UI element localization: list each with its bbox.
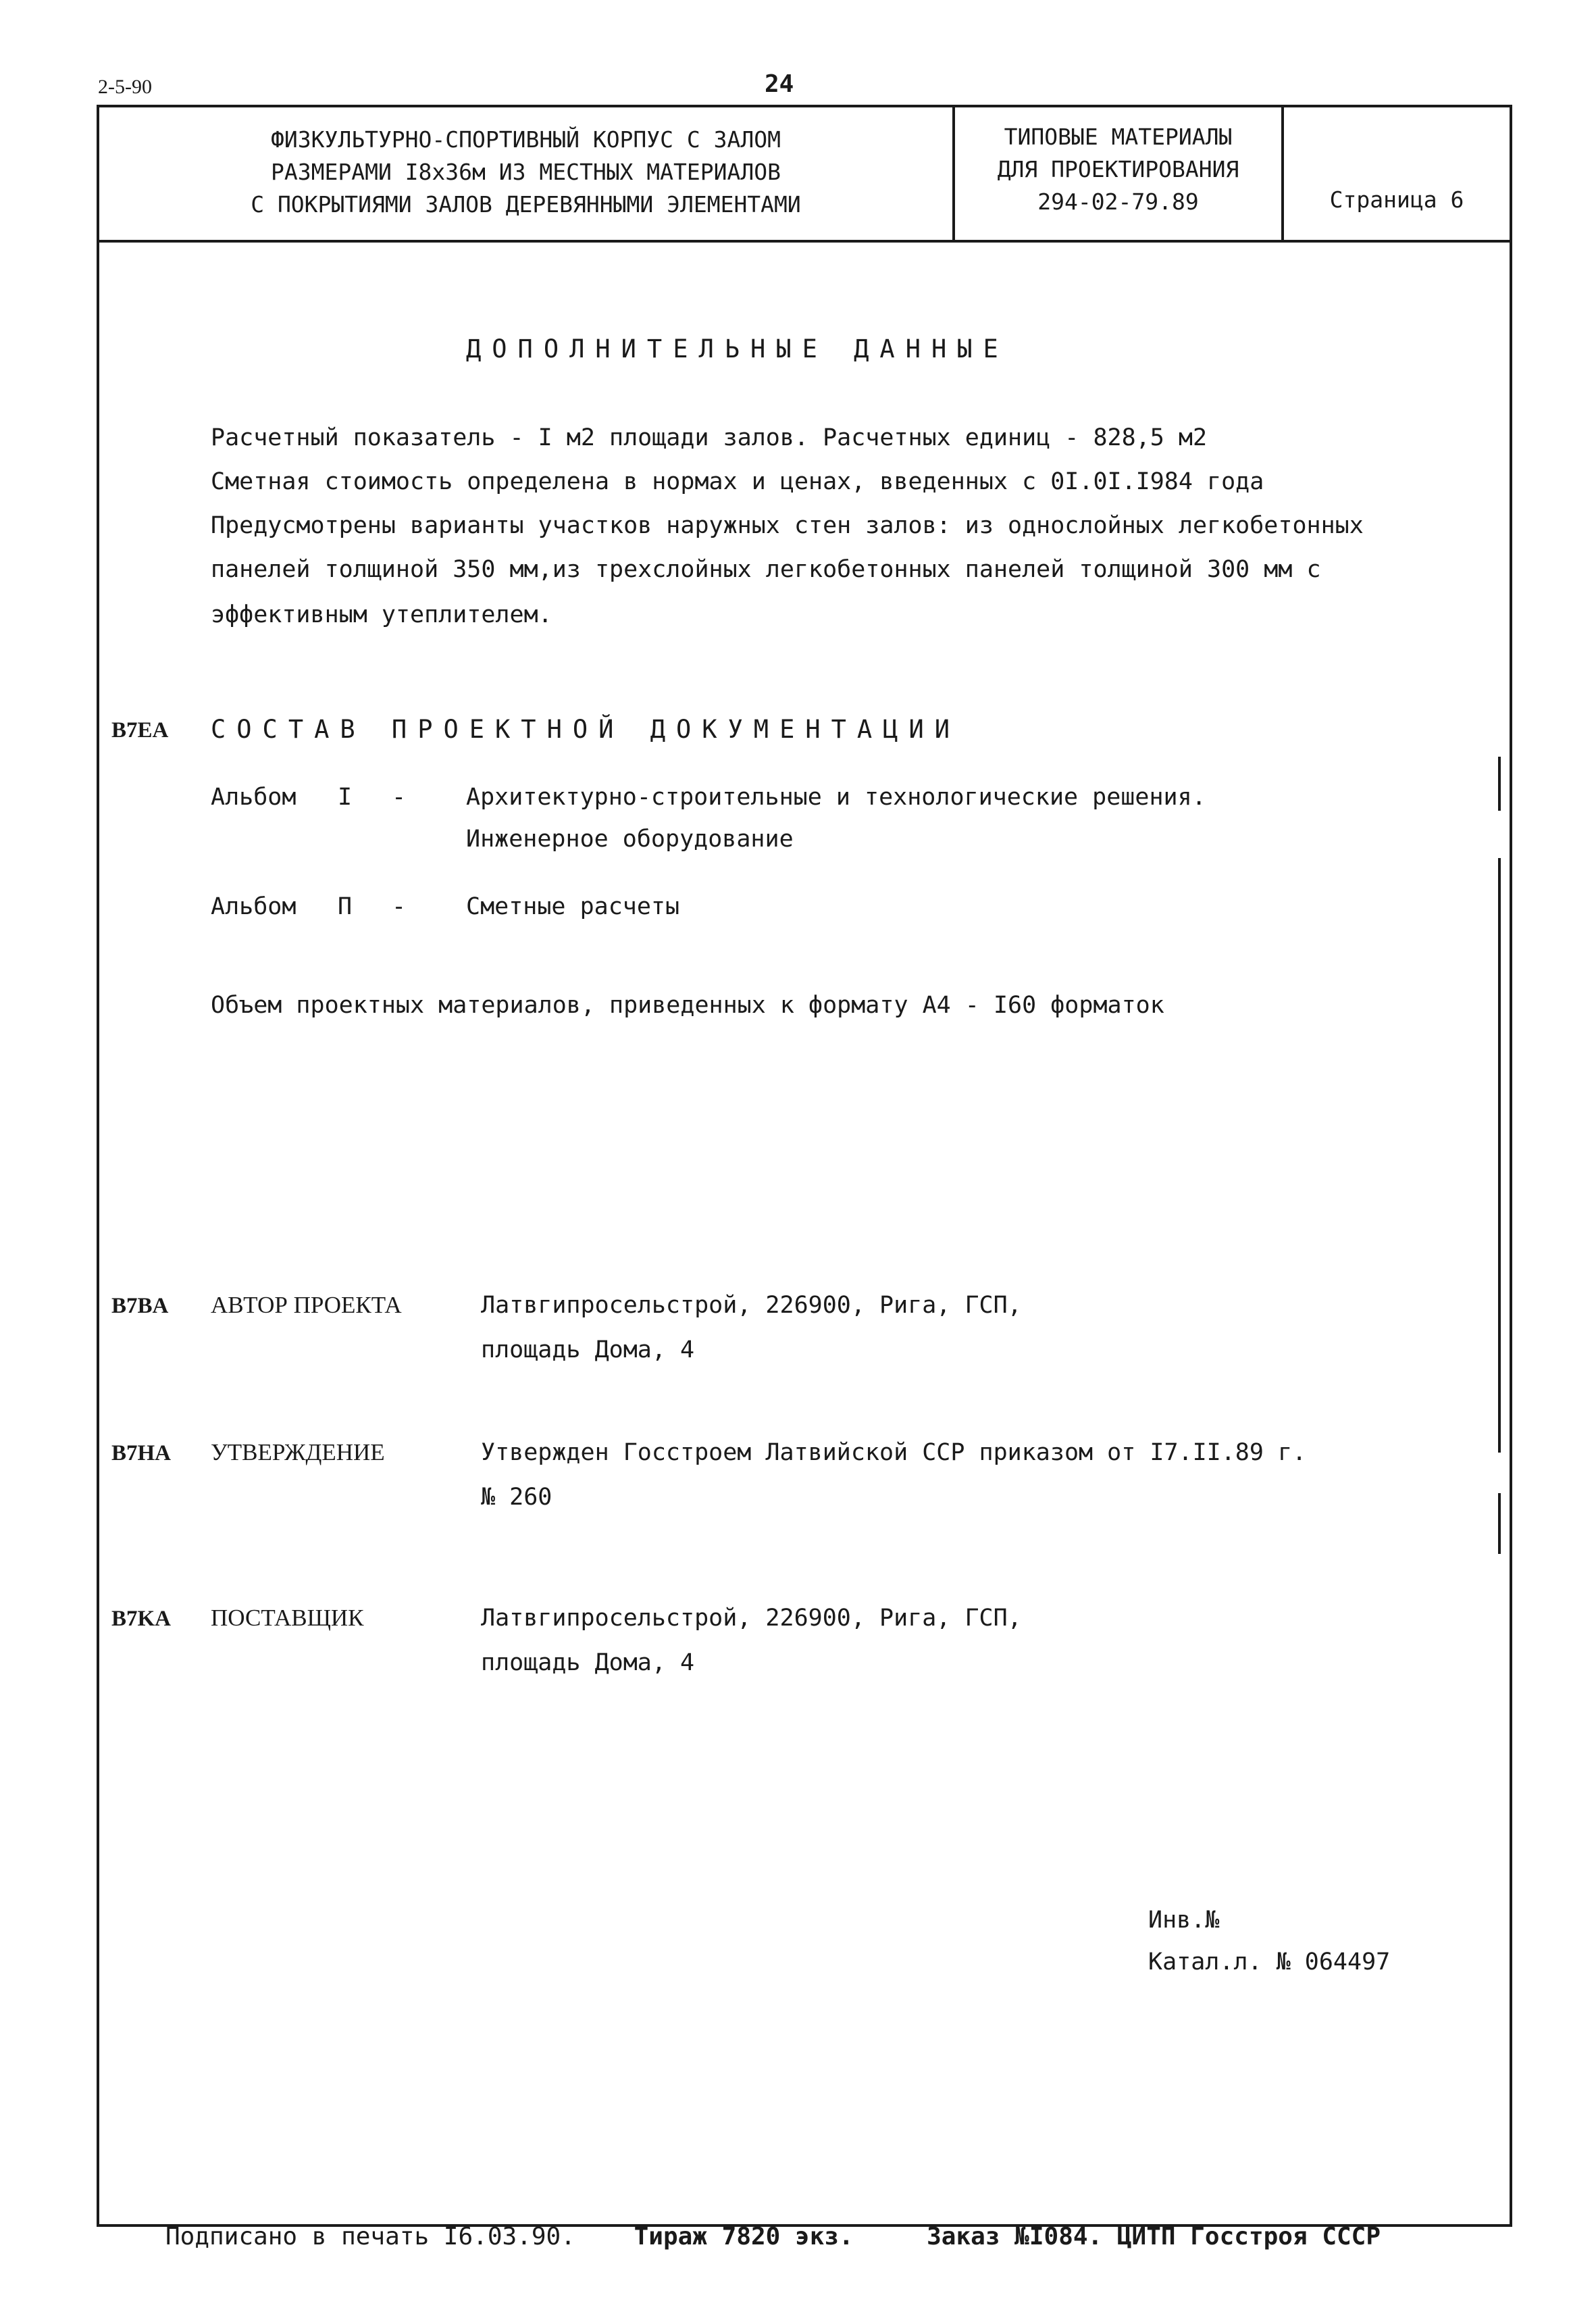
album-title: Сметные расчеты	[466, 893, 680, 920]
inventory-number: Инв.№	[1148, 1907, 1220, 1934]
author-label: АВТОР ПРОЕКТА	[211, 1292, 402, 1318]
text-line: Предусмотрены варианты участков наружных стен залов: из однослойных легкобетонных	[211, 512, 1364, 539]
footer-print-run: Тираж 7820 экз.	[634, 2223, 854, 2250]
scan-mark	[1498, 858, 1501, 1453]
album-dash: -	[392, 784, 407, 811]
supplier-line: Латвгипросельстрой, 226900, Рига, ГСП,	[481, 1605, 1022, 1632]
section-code: B7HA	[111, 1441, 172, 1465]
section-code: B7BA	[111, 1294, 169, 1318]
page-number: 24	[765, 70, 794, 98]
section-code: B7KA	[111, 1607, 172, 1631]
text-line: панелей толщиной 350 мм,из трехслойных легкобетонных панелей толщиной 300 мм с	[211, 556, 1321, 583]
approval-line: № 260	[481, 1484, 552, 1511]
series-number: 294-02-79.89	[1037, 188, 1199, 215]
print-footer	[165, 2223, 1381, 2250]
album-number: П	[338, 893, 353, 920]
footer-order: Заказ №I084. ЦИТП Госстроя СССР	[927, 2223, 1381, 2250]
title-line: С ПОКРЫТИЯМИ ЗАЛОВ ДЕРЕВЯННЫМИ ЭЛЕМЕНТАМИ	[251, 191, 801, 218]
series-line: ТИПОВЫЕ МАТЕРИАЛЫ	[1004, 124, 1233, 150]
title-header	[99, 107, 1510, 243]
author-line: Латвгипросельстрой, 226900, Рига, ГСП,	[481, 1292, 1022, 1319]
supplier-line: площадь Дома, 4	[481, 1649, 695, 1676]
project-title	[99, 124, 952, 221]
text-line: эффективным утеплителем.	[211, 601, 552, 628]
approval-label: УТВЕРЖДЕНИЕ	[211, 1439, 385, 1465]
album-number: I	[338, 784, 353, 811]
section-code: B7EA	[111, 718, 169, 743]
album-title: Инженерное оборудование	[466, 826, 794, 853]
author-line: площадь Дома, 4	[481, 1336, 695, 1363]
catalog-number: Катал.л. № 064497	[1148, 1948, 1391, 1976]
page-label: Страница 6	[1329, 186, 1464, 213]
header-divider	[1281, 107, 1284, 240]
page-frame	[97, 105, 1512, 2227]
section-heading-composition: СОСТАВ ПРОЕКТНОЙ ДОКУМЕНТАЦИИ	[211, 715, 961, 744]
album-label: Альбом	[211, 893, 297, 920]
volume-line: Объем проектных материалов, приведенных к формату А4 - I60 форматок	[211, 992, 1164, 1019]
supplier-label: ПОСТАВЩИК	[211, 1605, 364, 1631]
footer-signed: Подписано в печать I6.03.90.	[165, 2223, 575, 2250]
series-info	[955, 121, 1281, 218]
section-heading-additional: ДОПОЛНИТЕЛЬНЫЕ ДАННЫЕ	[466, 334, 1009, 363]
title-line: РАЗМЕРАМИ I8x36м ИЗ МЕСТНЫХ МАТЕРИАЛОВ	[271, 159, 781, 185]
album-title: Архитектурно-строительные и технологические решения.	[466, 784, 1206, 811]
album-label: Альбом	[211, 784, 297, 811]
text-line: Расчетный показатель - I м2 площади залов. Расчетных единиц - 828,5 м2	[211, 424, 1208, 451]
scan-mark	[1498, 1493, 1501, 1554]
title-line: ФИЗКУЛЬТУРНО-СПОРТИВНЫЙ КОРПУС С ЗАЛОМ	[271, 126, 781, 153]
approval-line: Утвержден Госстроем Латвийской ССР приказом от I7.II.89 г.	[481, 1439, 1307, 1466]
text-line: Сметная стоимость определена в нормах и ценах, введенных с 0I.0I.I984 года	[211, 468, 1264, 495]
scan-mark	[1498, 757, 1501, 811]
album-dash: -	[392, 893, 407, 920]
series-line: ДЛЯ ПРОЕКТИРОВАНИЯ	[997, 156, 1239, 182]
document-code: 2-5-90	[98, 76, 152, 98]
